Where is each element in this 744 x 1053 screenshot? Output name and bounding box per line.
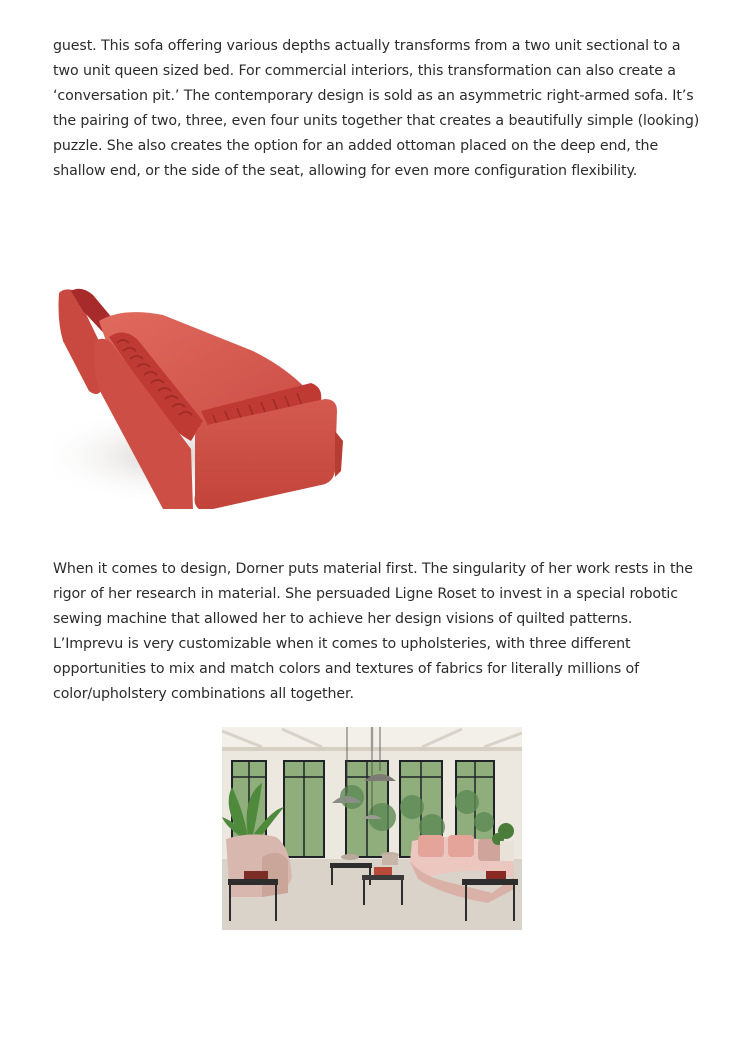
paragraph-line: shallow end, or the side of the seat, allowing for even more configuration flexibility. bbox=[53, 163, 638, 179]
paragraph-line: rigor of her research in material. She persuaded Ligne Roset to invest in a special robotic bbox=[53, 586, 678, 602]
paragraph-line: When it comes to design, Dorner puts material first. The singularity of her work rests in the bbox=[53, 561, 693, 577]
paragraph-line: the pairing of two, three, even four units together that creates a beautifully simple (looking) bbox=[53, 113, 700, 129]
red-sofa-photo bbox=[53, 281, 353, 509]
paragraph-line: L’Imprevu is very customizable when it comes to upholsteries, with three different bbox=[53, 636, 631, 652]
paragraph-line: ‘conversation pit.’ The contemporary design is sold as an asymmetric right-armed sofa. It’s bbox=[53, 88, 694, 104]
body-paragraph-2 bbox=[53, 557, 703, 707]
body-paragraph-1 bbox=[53, 34, 703, 184]
living-room-photo bbox=[222, 727, 522, 930]
paragraph-line: opportunities to mix and match colors and textures of fabrics for literally millions of bbox=[53, 661, 640, 677]
paragraph-line: puzzle. She also creates the option for an added ottoman placed on the deep end, the bbox=[53, 138, 659, 154]
paragraph-line: color/upholstery combinations all together. bbox=[53, 686, 354, 702]
paragraph-line: guest. This sofa offering various depths actually transforms from a two unit sectional to a bbox=[53, 38, 681, 54]
paragraph-line: two unit queen sized bed. For commercial interiors, this transformation can also create a bbox=[53, 63, 676, 79]
paragraph-line: sewing machine that allowed her to achieve her design visions of quilted patterns. bbox=[53, 611, 633, 627]
